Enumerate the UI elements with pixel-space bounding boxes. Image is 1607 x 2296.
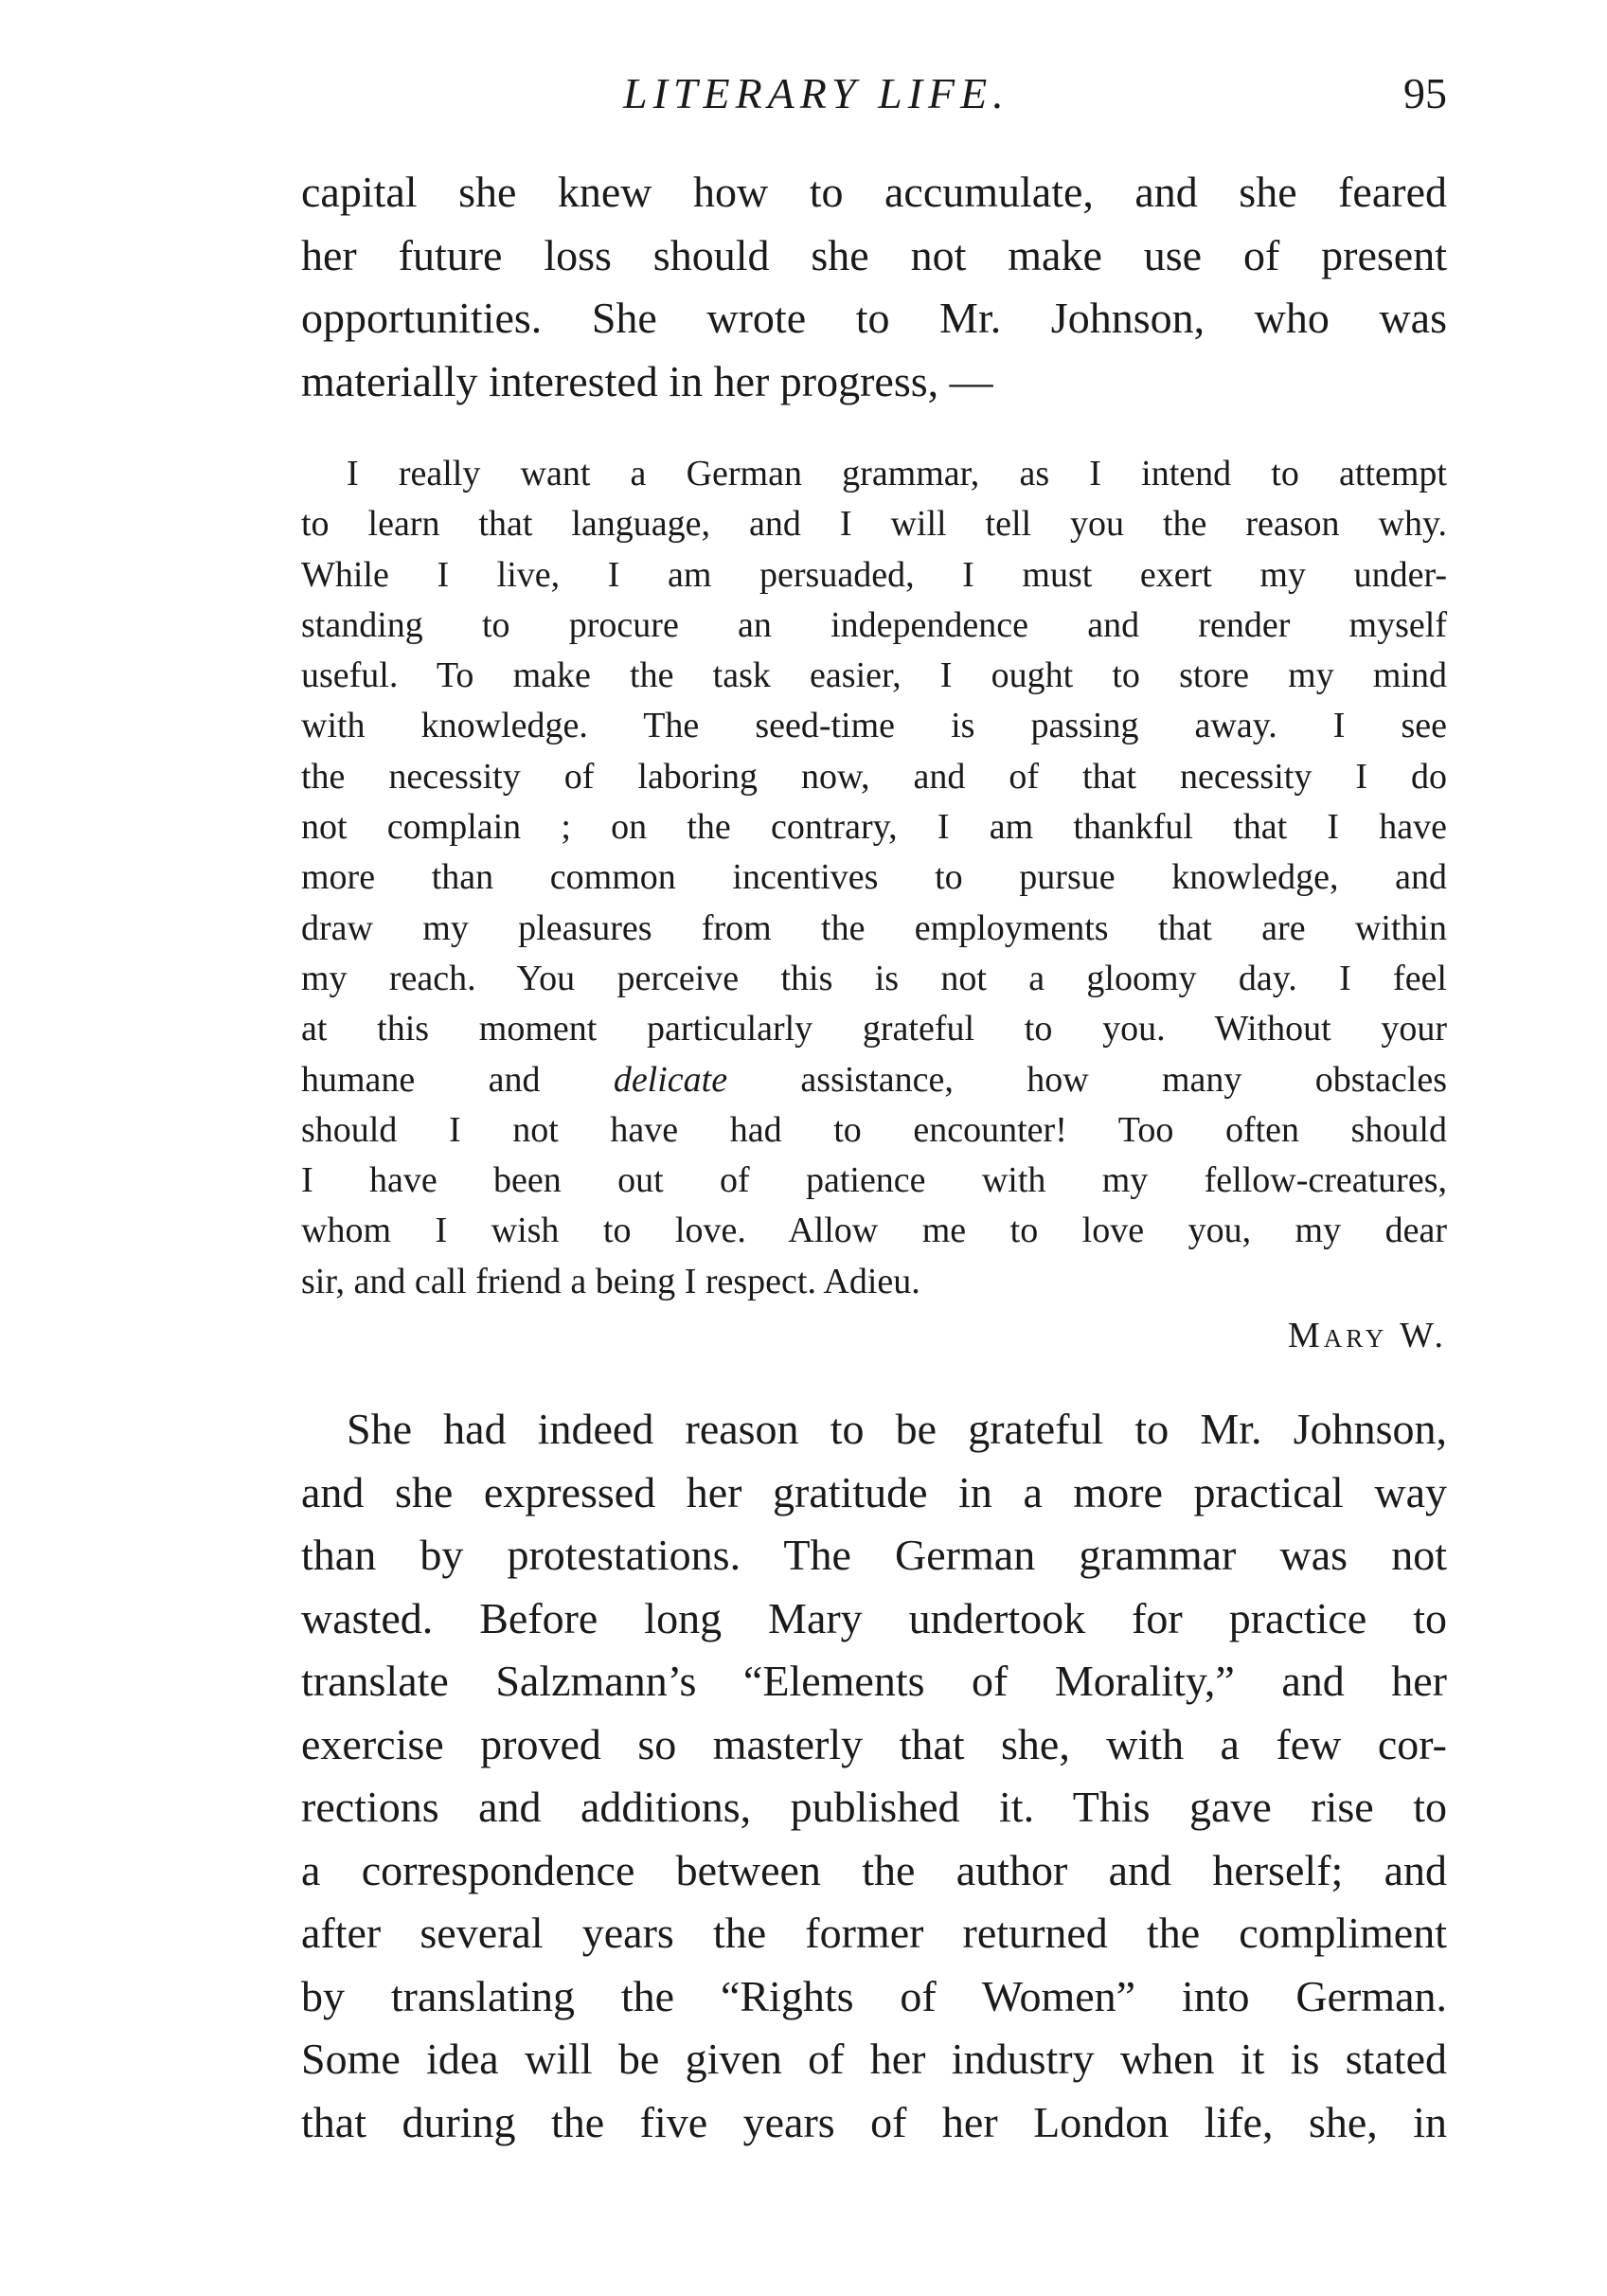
text-line: exercise proved so masterly that she, with a few cor- (301, 1719, 1447, 1768)
text-line: Some idea will be given of her industry when it is stated (301, 2035, 1447, 2083)
page-number: 95 (1403, 69, 1447, 117)
text-line: rections and additions, published it. This gave rise to (301, 1783, 1447, 1831)
running-title: LITERARY LIFE. (623, 69, 1009, 117)
letter-signature: Mary W. (1288, 1316, 1447, 1355)
quote-line: useful. To make the task easier, I ought to store my mind (301, 655, 1447, 696)
quote-line: the necessity of laboring now, and of that necessity I do (301, 756, 1447, 797)
quote-line: at this moment particularly grateful to you. Without your (301, 1009, 1447, 1049)
text-line: She had indeed reason to be grateful to Mr. Johnson, (347, 1405, 1447, 1453)
quote-line: draw my pleasures from the employments that are within (301, 907, 1447, 948)
text-line: translate Salzmann’s “Elements of Morality,” and her (301, 1657, 1447, 1705)
text-line: a correspondence between the author and herself; and (301, 1845, 1447, 1894)
paragraph-2 (301, 1398, 1447, 2154)
quote-line-italic (301, 1055, 1447, 1105)
text-line: after several years the former returned the compliment (301, 1909, 1447, 1957)
italic-word: delicate (613, 1059, 728, 1100)
text-line: wasted. Before long Mary undertook for practice to (301, 1593, 1447, 1642)
quote-line: my reach. You perceive this is not a gloomy day. I feel (301, 958, 1447, 998)
text-line: opportunities. She wrote to Mr. Johnson, who was (301, 294, 1447, 342)
quote-line: standing to procure an independence and render myself (301, 604, 1447, 645)
letter-quote (301, 449, 1447, 1307)
text-line: and she expressed her gratitude in a more practical way (301, 1467, 1447, 1516)
text-line: her future loss should she not make use of present (301, 230, 1447, 279)
quote-line: should I not have had to encounter! Too often should (301, 1109, 1447, 1150)
quote-line: whom I wish to love. Allow me to love you, my dear (301, 1211, 1447, 1251)
quote-line: to learn that language, and I will tell you the reason why. (301, 504, 1447, 545)
quote-line: more than common incentives to pursue knowledge, and (301, 857, 1447, 898)
running-head (301, 68, 1447, 125)
quote-line: with knowledge. The seed-time is passing away. I see (301, 706, 1447, 746)
text-line: than by protestations. The German grammar was not (301, 1531, 1447, 1579)
text-line: capital she knew how to accumulate, and she feared (301, 168, 1447, 216)
quote-line: not complain ; on the contrary, I am thankful that I have (301, 807, 1447, 848)
quote-line: While I live, I am persuaded, I must exert my under- (301, 554, 1447, 595)
text-line: that during the five years of her London life, she, in (301, 2097, 1447, 2146)
text-line: materially interested in her progress, — (301, 356, 993, 405)
text-line: by translating the “Rights of Women” into German. (301, 1971, 1447, 2020)
quote-line: I have been out of patience with my fellow-creatures, (301, 1160, 1447, 1201)
paragraph-1 (301, 161, 1447, 413)
quote-fragment: humane and (301, 1059, 614, 1100)
quote-line: sir, and call friend a being I respect. Adieu. (301, 1261, 920, 1301)
quote-line: I really want a German grammar, as I intend to attempt (347, 454, 1447, 493)
quote-fragment: assistance, how many obstacles (727, 1059, 1447, 1100)
